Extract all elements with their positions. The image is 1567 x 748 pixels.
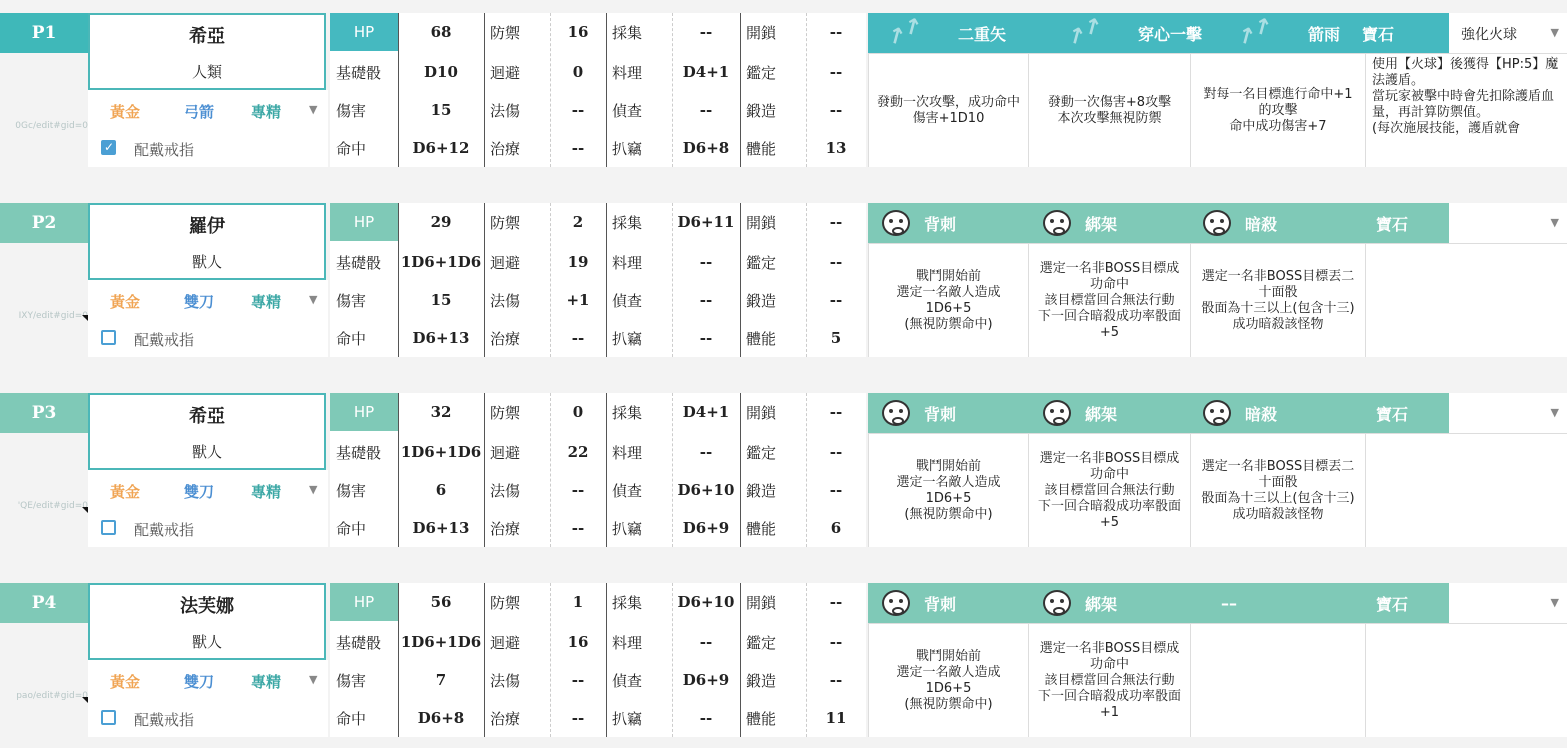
- skill-label: 背刺: [924, 214, 957, 234]
- gem-description: 使用【火球】後獲得【HP:5】魔法護盾。 當玩家被擊中時會先扣除護盾血量，再計算防禦值。 (每次施展技能，護盾就會: [1365, 53, 1567, 167]
- stat-label: 迴避: [490, 253, 521, 272]
- skill-name: [1062, 12, 1203, 53]
- skill-label: ––: [1221, 593, 1237, 613]
- face-icon: [1043, 400, 1071, 426]
- rank-label: 黃金: [110, 483, 141, 501]
- gem-select[interactable]: [1449, 583, 1567, 623]
- skill-name: [1043, 393, 1117, 433]
- arrow-icon: ↗↗: [882, 12, 928, 53]
- stat-value: 29: [430, 213, 452, 231]
- stat-value: --: [829, 403, 843, 421]
- stat-label: 料理: [612, 443, 643, 462]
- stat-value: 1D6+1D6: [400, 253, 482, 271]
- column-divider: [672, 583, 673, 737]
- specialty-label: 專精: [251, 483, 282, 501]
- stat-label: 扒竊: [612, 709, 643, 728]
- skill-name: [1203, 393, 1277, 433]
- chevron-down-icon[interactable]: ▼: [1550, 406, 1559, 419]
- chevron-down-icon[interactable]: ▼: [1550, 596, 1559, 609]
- skill-label: 背刺: [924, 404, 957, 424]
- stat-label: 防禦: [490, 23, 521, 42]
- class-row[interactable]: [88, 470, 328, 511]
- gem-label: 寶石: [1376, 594, 1409, 614]
- stat-label: 治療: [490, 139, 521, 158]
- name-box[interactable]: [88, 13, 326, 90]
- column-divider: [740, 203, 741, 357]
- column-divider: [606, 203, 607, 357]
- column-divider: [550, 393, 551, 547]
- chevron-down-icon[interactable]: ▼: [1550, 216, 1559, 229]
- stat-value: --: [699, 291, 713, 309]
- stat-value: 1D6+1D6: [400, 633, 482, 651]
- stat-value: +1: [566, 291, 590, 309]
- chevron-down-icon[interactable]: ▼: [309, 293, 318, 306]
- stat-value: --: [571, 519, 585, 537]
- skill-label: 背刺: [924, 594, 957, 614]
- name-box[interactable]: [88, 203, 326, 280]
- skill-description: 戰鬥開始前 選定一名敵人造成 1D6+5 (無視防禦命中): [868, 243, 1028, 357]
- chevron-down-icon[interactable]: ▼: [1550, 26, 1559, 39]
- stat-label: 基礎骰: [336, 63, 382, 82]
- stat-value: 15: [430, 101, 452, 119]
- chevron-down-icon[interactable]: ▼: [309, 483, 318, 496]
- stat-value: --: [699, 253, 713, 271]
- stat-label: 料理: [612, 633, 643, 652]
- stat-label: 偵查: [612, 481, 643, 500]
- stat-label: 防禦: [490, 403, 521, 422]
- stat-label: 治療: [490, 329, 521, 348]
- ring-checkbox[interactable]: [101, 520, 116, 535]
- stat-value: D6+10: [677, 481, 735, 499]
- stats-table: [330, 203, 866, 357]
- skill-description: 發動一次攻擊，成功命中 傷害+1D10: [868, 53, 1028, 167]
- stat-value: --: [571, 329, 585, 347]
- skill-name: [1043, 203, 1117, 243]
- face-icon: [882, 400, 910, 426]
- stat-value: 32: [430, 403, 452, 421]
- ring-label: 配戴戒指: [134, 331, 195, 349]
- skill-description: 對每一名目標進行命中+1的攻擊 命中成功傷害+7: [1190, 53, 1365, 167]
- skill-name: [882, 393, 956, 433]
- stat-value: --: [829, 481, 843, 499]
- gem-select[interactable]: [1449, 203, 1567, 243]
- skill-description: 戰鬥開始前 選定一名敵人造成 1D6+5 (無視防禦命中): [868, 433, 1028, 547]
- gem-label: 寶石: [1376, 214, 1409, 234]
- specialty-label: 專精: [251, 673, 282, 691]
- skill-name: [882, 203, 956, 243]
- sheet-link[interactable]: 'QE/edit#gid=0: [17, 501, 88, 511]
- stat-value: D6+12: [412, 139, 470, 157]
- stat-label: HP: [330, 393, 398, 431]
- stat-label: HP: [330, 13, 398, 51]
- stat-value: 22: [567, 443, 589, 461]
- stat-value: --: [699, 443, 713, 461]
- column-divider: [398, 13, 399, 167]
- stat-label: 法傷: [490, 291, 521, 310]
- stat-value: D6+10: [677, 593, 735, 611]
- stat-label: 基礎骰: [336, 253, 382, 272]
- chevron-down-icon[interactable]: ▼: [309, 103, 318, 116]
- column-divider: [740, 583, 741, 737]
- stat-value: --: [829, 671, 843, 689]
- stat-value: 5: [830, 329, 842, 347]
- stat-label: 開鎖: [746, 213, 777, 232]
- column-divider: [550, 583, 551, 737]
- stat-value: --: [571, 709, 585, 727]
- face-icon: [1043, 210, 1071, 236]
- column-divider: [398, 393, 399, 547]
- skill-name: [882, 583, 956, 623]
- stat-label: 治療: [490, 519, 521, 538]
- stat-value: --: [699, 709, 713, 727]
- stat-label: 法傷: [490, 481, 521, 500]
- player-card: [0, 393, 1567, 547]
- ring-row: [88, 320, 328, 357]
- stat-label: 鑑定: [746, 253, 777, 272]
- column-divider: [550, 203, 551, 357]
- stat-value: D4+1: [682, 403, 730, 421]
- stat-label: 命中: [336, 519, 367, 538]
- face-icon: [1203, 210, 1231, 236]
- rank-label: 黃金: [110, 673, 141, 691]
- stat-value: D4+1: [682, 63, 730, 81]
- specialty-label: 專精: [251, 293, 282, 311]
- stat-label: 偵查: [612, 291, 643, 310]
- ring-checkbox[interactable]: [101, 710, 116, 725]
- skill-label: 二重矢: [958, 24, 1007, 44]
- stat-label: 扒竊: [612, 519, 643, 538]
- stat-label: 鍛造: [746, 101, 777, 120]
- stat-label: 採集: [612, 213, 643, 232]
- stat-label: 採集: [612, 593, 643, 612]
- stat-value: --: [829, 101, 843, 119]
- stat-label: 傷害: [336, 101, 367, 120]
- skill-label: 綁架: [1085, 594, 1118, 614]
- stat-value: --: [699, 329, 713, 347]
- stat-value: 19: [567, 253, 589, 271]
- stat-label: 採集: [612, 403, 643, 422]
- ring-row: [88, 130, 328, 167]
- stat-label: 迴避: [490, 633, 521, 652]
- skill-name: [1221, 583, 1237, 623]
- skill-label: 綁架: [1085, 404, 1118, 424]
- face-icon: [1043, 590, 1071, 616]
- stat-value: 15: [430, 291, 452, 309]
- stat-label: HP: [330, 583, 398, 621]
- player-card: [0, 13, 1567, 167]
- gem-select[interactable]: [1449, 393, 1567, 433]
- stat-label: 體能: [746, 329, 777, 348]
- stat-value: D6+13: [412, 329, 470, 347]
- column-divider: [484, 203, 485, 357]
- face-icon: [882, 210, 910, 236]
- gem-select[interactable]: [1449, 13, 1567, 53]
- stat-label: 法傷: [490, 101, 521, 120]
- column-divider: [672, 203, 673, 357]
- column-divider: [398, 583, 399, 737]
- weapon-label: 雙刀: [184, 483, 215, 501]
- stat-label: 治療: [490, 709, 521, 728]
- column-divider: [484, 393, 485, 547]
- stat-label: 料理: [612, 253, 643, 272]
- stat-value: --: [571, 671, 585, 689]
- stat-value: --: [829, 443, 843, 461]
- stat-label: 命中: [336, 139, 367, 158]
- stat-value: --: [829, 23, 843, 41]
- stat-label: 扒竊: [612, 329, 643, 348]
- stat-label: HP: [330, 203, 398, 241]
- stat-value: --: [829, 213, 843, 231]
- stat-value: --: [829, 63, 843, 81]
- ring-row: [88, 700, 328, 737]
- stat-label: 體能: [746, 709, 777, 728]
- rank-label: 黃金: [110, 103, 141, 121]
- stat-label: 體能: [746, 519, 777, 538]
- column-divider: [484, 583, 485, 737]
- column-divider: [606, 393, 607, 547]
- skill-name: [1203, 203, 1277, 243]
- stat-label: 偵查: [612, 101, 643, 120]
- character-race: 獸人: [191, 633, 222, 651]
- stat-value: 6: [830, 519, 842, 537]
- stat-label: 體能: [746, 139, 777, 158]
- stat-label: 鑑定: [746, 63, 777, 82]
- class-row[interactable]: [88, 90, 328, 131]
- arrow-icon: ↗↗: [1232, 12, 1278, 53]
- player-number: P3: [0, 393, 88, 433]
- stat-value: 16: [567, 633, 589, 651]
- skill-label: 穿心一擊: [1138, 24, 1203, 44]
- player-number: P1: [0, 13, 88, 53]
- column-divider: [484, 13, 485, 167]
- skill-description: 戰鬥開始前 選定一名敵人造成 1D6+5 (無視防禦命中): [868, 623, 1028, 737]
- column-divider: [606, 583, 607, 737]
- stat-value: --: [571, 101, 585, 119]
- stat-value: 56: [430, 593, 452, 611]
- stats-table: [330, 393, 866, 547]
- ring-checkbox[interactable]: [101, 330, 116, 345]
- face-icon: [882, 590, 910, 616]
- stat-value: --: [829, 633, 843, 651]
- column-divider: [550, 13, 551, 167]
- skill-description: 選定一名非BOSS目標丟二十面骰 骰面為十三以上(包含十三) 成功暗殺該怪物: [1190, 243, 1365, 357]
- stat-label: 開鎖: [746, 593, 777, 612]
- stat-value: D10: [424, 63, 458, 81]
- stat-label: 鑑定: [746, 443, 777, 462]
- character-name: 法芙娜: [180, 596, 234, 617]
- skill-description: 發動一次傷害+8攻擊 本次攻擊無視防禦: [1028, 53, 1190, 167]
- gem-label: 寶石: [1362, 24, 1395, 44]
- gem-description: [1365, 623, 1567, 737]
- chevron-down-icon[interactable]: ▼: [309, 673, 318, 686]
- face-icon: [1203, 400, 1231, 426]
- stat-value: D6+13: [412, 519, 470, 537]
- ring-row: [88, 510, 328, 547]
- skill-description: 選定一名非BOSS目標丟二十面骰 骰面為十三以上(包含十三) 成功暗殺該怪物: [1190, 433, 1365, 547]
- column-divider: [806, 583, 807, 737]
- stat-label: 傷害: [336, 671, 367, 690]
- weapon-label: 弓箭: [184, 103, 215, 121]
- stat-label: 開鎖: [746, 23, 777, 42]
- ring-label: 配戴戒指: [134, 141, 195, 159]
- weapon-label: 雙刀: [184, 673, 215, 691]
- stat-label: 傷害: [336, 481, 367, 500]
- column-divider: [606, 13, 607, 167]
- skill-name: [1232, 12, 1341, 53]
- stat-label: 基礎骰: [336, 633, 382, 652]
- stat-value: --: [829, 253, 843, 271]
- stat-value: --: [699, 23, 713, 41]
- skill-description: [1190, 623, 1365, 737]
- stat-label: 採集: [612, 23, 643, 42]
- class-row[interactable]: [88, 660, 328, 701]
- gem-description: [1365, 433, 1567, 547]
- player-card: [0, 203, 1567, 357]
- stat-label: 防禦: [490, 213, 521, 232]
- stat-value: D6+9: [682, 671, 730, 689]
- gem-description: [1365, 243, 1567, 357]
- stat-value: 1: [572, 593, 584, 611]
- character-race: 獸人: [191, 443, 222, 461]
- column-divider: [398, 203, 399, 357]
- stat-value: --: [829, 291, 843, 309]
- stat-label: 鍛造: [746, 291, 777, 310]
- stat-value: --: [571, 481, 585, 499]
- stat-value: 6: [435, 481, 447, 499]
- player-number: P2: [0, 203, 88, 243]
- stat-label: 命中: [336, 329, 367, 348]
- stat-value: D6+8: [682, 139, 730, 157]
- character-race: 人類: [191, 63, 222, 81]
- stats-table: [330, 13, 866, 167]
- skill-name: [1043, 583, 1117, 623]
- stat-value: 1D6+1D6: [400, 443, 482, 461]
- stat-value: 16: [567, 23, 589, 41]
- gem-select-value: 強化火球: [1461, 27, 1517, 43]
- skill-description: 選定一名非BOSS目標成功命中 該目標當回合無法行動 下一回合暗殺成功率骰面+5: [1028, 433, 1190, 547]
- sheet-link[interactable]: 0Gc/edit#gid=0: [15, 121, 88, 131]
- character-name: 羅伊: [189, 216, 225, 237]
- stat-value: 13: [825, 139, 847, 157]
- sheet-link[interactable]: pao/edit#gid=0: [16, 691, 88, 701]
- name-box[interactable]: [88, 393, 326, 470]
- skill-label: 暗殺: [1245, 404, 1278, 424]
- stat-value: 2: [572, 213, 584, 231]
- stat-value: 0: [572, 63, 584, 81]
- column-divider: [806, 203, 807, 357]
- skill-description: 選定一名非BOSS目標成功命中 該目標當回合無法行動 下一回合暗殺成功率骰面+1: [1028, 623, 1190, 737]
- stat-label: 偵查: [612, 671, 643, 690]
- class-row[interactable]: [88, 280, 328, 321]
- ring-label: 配戴戒指: [134, 711, 195, 729]
- stat-label: 命中: [336, 709, 367, 728]
- stat-label: 基礎骰: [336, 443, 382, 462]
- column-divider: [672, 393, 673, 547]
- stat-label: 扒竊: [612, 139, 643, 158]
- column-divider: [806, 393, 807, 547]
- stat-value: 7: [435, 671, 447, 689]
- stat-value: D6+9: [682, 519, 730, 537]
- stat-label: 防禦: [490, 593, 521, 612]
- stat-label: 料理: [612, 63, 643, 82]
- stat-label: 迴避: [490, 63, 521, 82]
- gem-label: 寶石: [1376, 404, 1409, 424]
- skill-label: 綁架: [1085, 214, 1118, 234]
- column-divider: [740, 393, 741, 547]
- stat-value: --: [699, 101, 713, 119]
- stat-label: 鑑定: [746, 633, 777, 652]
- stat-value: 68: [430, 23, 452, 41]
- arrow-icon: ↗↗: [1062, 12, 1108, 53]
- stat-label: 法傷: [490, 671, 521, 690]
- ring-label: 配戴戒指: [134, 521, 195, 539]
- stat-label: 迴避: [490, 443, 521, 462]
- stat-label: 鍛造: [746, 671, 777, 690]
- stats-table: [330, 583, 866, 737]
- player-number: P4: [0, 583, 88, 623]
- stat-value: 11: [825, 709, 847, 727]
- specialty-label: 專精: [251, 103, 282, 121]
- stat-value: 0: [572, 403, 584, 421]
- name-box[interactable]: [88, 583, 326, 660]
- column-divider: [806, 13, 807, 167]
- stat-value: D6+11: [677, 213, 735, 231]
- stat-value: D6+8: [417, 709, 465, 727]
- stat-label: 開鎖: [746, 403, 777, 422]
- weapon-label: 雙刀: [184, 293, 215, 311]
- character-name: 希亞: [189, 26, 225, 47]
- ring-checkbox[interactable]: [101, 140, 116, 155]
- skill-label: 暗殺: [1245, 214, 1278, 234]
- stat-label: 傷害: [336, 291, 367, 310]
- column-divider: [740, 13, 741, 167]
- character-name: 希亞: [189, 406, 225, 427]
- sheet-link[interactable]: IXY/edit#gid=0: [18, 311, 88, 321]
- stat-value: --: [571, 139, 585, 157]
- character-race: 獸人: [191, 253, 222, 271]
- skill-description: 選定一名非BOSS目標成功命中 該目標當回合無法行動 下一回合暗殺成功率骰面+5: [1028, 243, 1190, 357]
- stat-value: --: [699, 633, 713, 651]
- skill-name: [882, 12, 1007, 53]
- rank-label: 黃金: [110, 293, 141, 311]
- player-card: [0, 583, 1567, 737]
- stat-value: --: [829, 593, 843, 611]
- column-divider: [672, 13, 673, 167]
- skill-label: 箭雨: [1308, 24, 1341, 44]
- stat-label: 鍛造: [746, 481, 777, 500]
